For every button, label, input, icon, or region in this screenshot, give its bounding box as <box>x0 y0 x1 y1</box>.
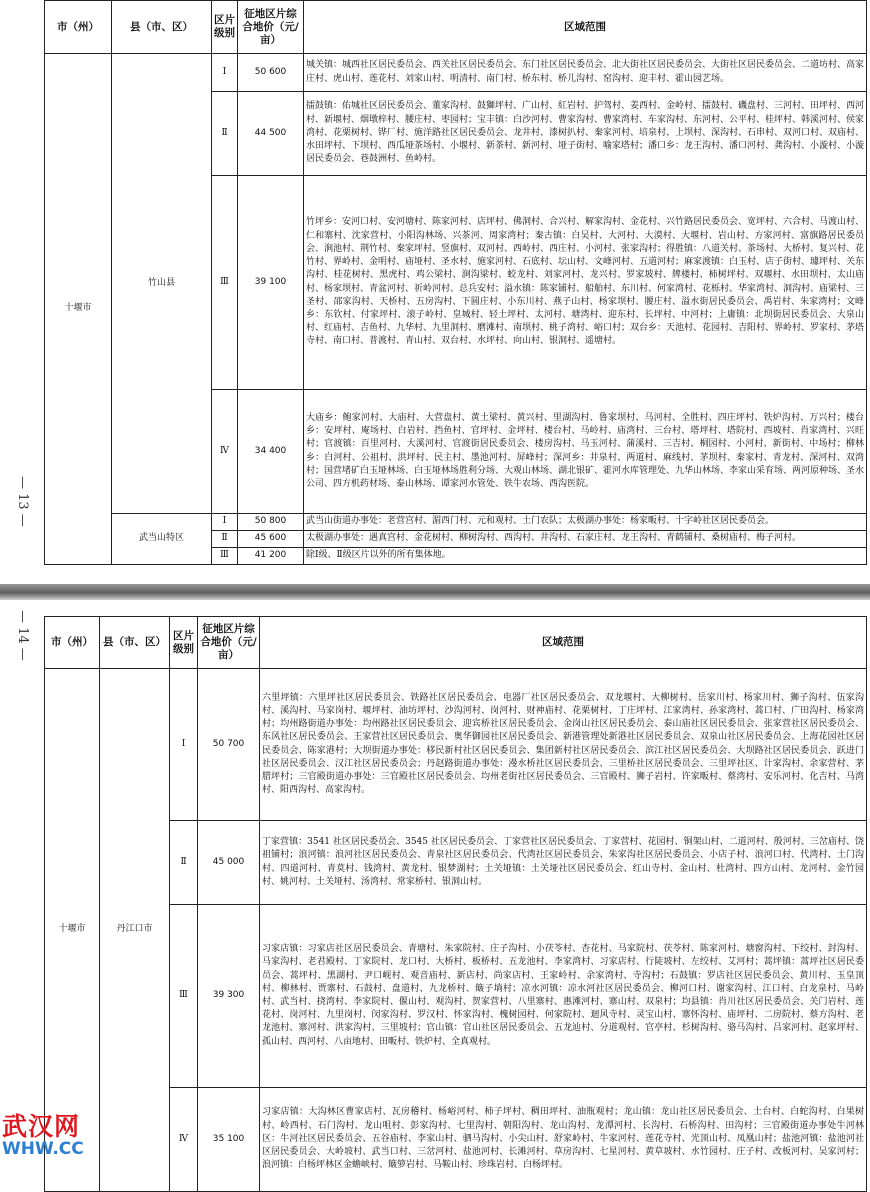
price-cell: 50 800 <box>238 514 304 531</box>
header-county: 县（市、区） <box>100 617 170 669</box>
header-level: 区片级别 <box>170 617 198 669</box>
city-cell: 十堰市 <box>45 54 112 565</box>
page-number-14: — 14 — <box>15 610 30 661</box>
price-cell: 34 400 <box>238 390 304 514</box>
header-area: 区域范围 <box>260 617 867 669</box>
page-14 <box>0 600 870 1171</box>
header-price: 征地区片综合地价（元/亩） <box>198 617 260 669</box>
area-cell: 丁家营镇：3541 社区居民委员会、3545 社区居民委员会、丁家营社区居民委员会、丁家营村、花园村、铜架山村、二道河村、殷河村、三岔庙村、饶祖铺村；浪河镇：浪河社区居民委员会、青泉社区居民委员会、代湾社区居民委员会、朱家沟社区居民委员会、小店子村、浪河口村、代湾村、土门沟村、四道河村、青莫村、钱湾村、黄龙村、银梦湖村；土关垭镇：土关垭社区居民委员会、红山寺村、金山村、杜湾村、四方山村、龙河村、金竹园村、姚河村、土关垭村、汤湾村、常家桥村、银洞山村。 <box>260 821 867 905</box>
city-cell: 十堰市 <box>45 669 100 1192</box>
level-cell: Ⅳ <box>212 390 238 514</box>
county-cell-wudangshan: 武当山特区 <box>112 514 212 565</box>
area-cell: 习家店镇：习家店社区居民委员会、青塘村、朱家院村、庄子沟村、小茯苓村、杏花村、马家院村、茯苓村、陈家河村、塘窗沟村、下绞村、封沟村、马家沟村、老君殿村、丁家院村、龙口村、大桥村、板桥村、五龙池村、李家湾村、习家店村、行陡坡村、左绞村、艾河村；蒿坪镇：蒿坪社区居民委员会、蒿坪村、黑湖村、尹口岘村、观音庙村、新店村、尚家店村、王家岭村、余家湾村、寺沟村；石鼓镇：罗店社区居民委员会、黄川村、玉皇顶村、柳林村、贾寨村、石鼓村、盘道村、九龙桥村、簸子埫村；凉水河镇：凉水河社区居民委员会、柳河口村、谢家沟村、江口村、白龙泉村、马岭村、武当村、挠湾村、李家院村、偃山村、观沟村、贺家营村、八里寨村、惠滩河村、寨山村、双泉村；均县镇：肖川社区居民委员会、关门岩村、莲花村、岗河村、九里岗村、闵家沟村、罗汉村、怀家沟村、槐树园村、何家院村、迴风寺村、灵宝山村、寨怀沟村、庙坪村、二房院村、蔡方沟村、老龙池村、寨河村、洪家沟村、三里坡村；官山镇：官山社区居民委员会、五龙辿村、分道观村、官亭村、杉树沟村、骆马沟村、吕家河村、赵家坪村、孤山村、西河村、八亩地村、田畈村、铁炉村、全真观村。 <box>260 905 867 1088</box>
price-cell: 45 000 <box>198 821 260 905</box>
level-cell: Ⅲ <box>212 176 238 390</box>
watermark-cn: 武汉网 <box>2 1112 81 1141</box>
header-city: 市（州） <box>45 1 112 54</box>
price-cell: 44 500 <box>238 92 304 176</box>
table-row <box>45 54 867 92</box>
area-cell: 习家店镇：大沟林区曹家店村、瓦房稽村、杨峪河村、柿子坪村、稠田坪村、油瓶观村；龙山镇：龙山社区居民委员会、土台村、白蛇沟村、白果树村、岭西村、石门沟村、龙山咀村、彭家沟村、七里沟村、朝阳沟村、龙山沟村、龙潭河村、长沟村、石桥沟村、田沟村；三官殿街道办事处牛河林区：牛河社区居民委员会、五谷庙村、李家山村、驷马沟村、小尖山村、舒家岭村、牛家河村、莲花寺村、光顶山村、凤凰山村；盐池河镇：盐池河社区居民委员会、大岭坡村、武当口村、三岔河村、盐池河村、长滩河村、草房沟村、七星河村、黄草坡村、水竹园村、庄子村、改板河村、吴家河村；浪河镇：白杨坪林区金蟾峡村、簸箩岩村、马鞍山村、珍珠岩村、白杨坪村。 <box>260 1088 867 1192</box>
table-header-row <box>45 617 867 669</box>
level-cell: Ⅱ <box>170 821 198 905</box>
table-row <box>45 514 867 531</box>
area-cell: 竹坪乡：安河口村、安河塘村、陈家河村、店坪村、佛洞村、合兴村、解家沟村、金花村、兴竹路居民委员会、宽坪村、六合村、马渡山村、仁和寨村、沈家营村、小阳沟林场、兴茶河、周家湾村；秦古镇：白吴村、大河村、大漠村、大堰村、岩山村、方家河村、富旗路居民委员会、涧池村、荆竹村、秦家坪村、竖旗村、双河村、西岭村、西庄村、小河村、张家沟村；得胜镇：八道关村、茶场村、大桥村、复兴村、花竹村、界岭村、金明村、庙垭村、圣水村、施家河村、石底村、坛山村、文峰河村、五道河村；麻家渡镇：白玉村、店子街村、璩坪村、关东沟村、桂花树村、黑虎村、鸡公梁村、涧沟梁村、蛟龙村、刘家河村、龙兴村、罗家坡村、牌楼村、柿树坪村、双堰村、水田坝村、太山庙村、杨家坝村、青盆河村、祈岭河村、总兵安村；溢水镇：陈家铺村、船舶村、东川村、何家湾村、花栎村、华家湾村、洞沟村、庙梁村、三圣村、邵家沟村、天桥村、五房沟村、下圆庄村、小东川村、燕子山村、杨家坝村、腰庄村、溢水街居民委员会、禹岩村、朱家湾村；文峰乡：东钦村、付家坪村、滚子岭村、皇城村、轻土坪村、太河村、塘湾村、迎东村、长坪村、中河村；上庸镇：北坝街居民委员会、大泉山村、红庙村、吉鱼村、九华村、九里洞村、磨滩村、南坝村、桃子湾村、峪口村；双台乡：天池村、花园村、吉阳村、界岭村、罗家村、茅塔寺村、南口村、普渡村、青山村、双台村、水坪村、向山村、银洞村、遥塘村。 <box>304 176 867 390</box>
site-watermark <box>2 1114 112 1158</box>
area-cell: 大庙乡：鲍家河村、大庙村、大营盘村、黄土梁村、黄兴村、里湖沟村、鲁家坝村、马河村、全胜村、四庄坪村、铁炉沟村、万兴村；楼台乡：安坪村、庵场村、白岩村、挡鱼村、官坪村、金坪村、楼台村、马岭村、庙湾村、三台村、塔坪村、塔院村、西坡村、肖家湾村、兴旺村；官渡镇：百里河村、大溪河村、官渡街居民委员会、楼房沟村、马玉河村、蒲溪村、三吉村、桐园村、小河村、新街村、中场村；柳林乡：白河村、公祖村、洪坪村、民主村、墨池河村、屏峰村；深河乡：井泉村、两道村、麻线村、茅坝村、秦家村、青龙村、深河村、双湾村；国营堵矿白玉垭林场、白玉垭林场胜利分场、大观山林场、湖北银矿、霍河水库管理处、九华山林场、李家山采育场、两河原种场、圣水公司、四方机药材场、泰山林场、谭家河水管处、铁牛农场、西沟医院。 <box>304 390 867 514</box>
level-cell: Ⅰ <box>212 514 238 531</box>
table-row <box>45 669 867 821</box>
price-cell: 35 100 <box>198 1088 260 1192</box>
level-cell: Ⅲ <box>212 548 238 565</box>
area-cell: 太极湖办事处：遇真宫村、金花树村、柳树沟村、西沟村、井沟村、石家庄村、龙王沟村、青鹤铺村、桑树庙村、梅子河村。 <box>304 531 867 548</box>
price-cell: 45 600 <box>238 531 304 548</box>
header-county: 县（市、区） <box>112 1 212 54</box>
header-city: 市（州） <box>45 617 100 669</box>
header-price: 征地区片综合地价（元/亩） <box>238 1 304 54</box>
watermark-en: WHW.CC <box>2 1139 84 1159</box>
page-13 <box>0 0 870 584</box>
land-price-table-page14 <box>44 616 867 1192</box>
area-cell: 擂鼓镇：佑城社区居民委员会、董家沟村、鼓獅坪村、广山村、紅岩村、护驾村、姜西村、金岭村、擂鼓村、磯盘村、三河村、田坪村、西河村、新堰村、烟墩梓村、腰庄村、枣园村；宝丰镇：白沙河村、曹家沟村、曹家湾村、车家沟村、东河村、公平村、桂坪村、韩溪河村、侯家湾村、花栗树村、铧厂村、施洋路社区居民委员会、龙井村、漆树扒村、秦家河村、培泉村、上坝村、深沟村、石串村、双河口村、双庙村、水田坪村、下坝村、西瓜垭茶场村、小堰村、新茶村、新河村、垭子街村、喻家塔村；潘口乡：龙王沟村、潘口河村、龚沟村、小漩村、小漩居民委员会、巷鼓洲村、鱼岭村。 <box>304 92 867 176</box>
price-cell: 39 300 <box>198 905 260 1088</box>
price-cell: 50 700 <box>198 669 260 821</box>
county-cell-danjiangkou: 丹江口市 <box>100 669 170 1192</box>
header-area: 区域范围 <box>304 1 867 54</box>
level-cell: Ⅰ <box>212 54 238 92</box>
price-cell: 41 200 <box>238 548 304 565</box>
area-cell: 武当山街道办事处：老营宫村、湄西门村、元和观村、土门农队；太极湖办事处：杨家畈村、十字岭社区居民委员会。 <box>304 514 867 531</box>
level-cell: Ⅱ <box>212 531 238 548</box>
level-cell: Ⅳ <box>170 1088 198 1192</box>
page-gutter <box>0 584 870 600</box>
county-cell-zhushan: 竹山县 <box>112 54 212 514</box>
area-cell: 城关镇：城西社区居民委员会、西关社区居民委员会、东门社区居民委员会、北大街社区居民委员会、大街社区居民委员会、二道坊村、高家庄村、虎山村、莲花村、刘家山村、明清村、南门村、桥东村、桥儿沟村、窑沟村、迎丰村、霍山园艺场。 <box>304 54 867 92</box>
level-cell: Ⅰ <box>170 669 198 821</box>
price-cell: 50 600 <box>238 54 304 92</box>
level-cell: Ⅱ <box>212 92 238 176</box>
page-number-13: — 13 — <box>15 476 30 527</box>
header-level: 区片级别 <box>212 1 238 54</box>
area-cell: 六里坪镇：六里坪社区居民委员会、铁路社区居民委员会、电器厂社区居民委员会、双龙堰村、大柳树村、岳家川村、杨家川村、狮子沟村、伍家沟村、溪沟村、马家岗村、堰坪村、油坊坪村、沙沟河村、岗河村、财神庙村、花栗树村、丁庄坪村、江家湾村、孙家湾村、蒿口村、广田沟村、杨家湾村；均州路街道办事处：均州路社区居民委员会、迎宾桥社区居民委员会、金岗山社区居民委员会、泰山庙社区居民委员会、张家营社区居民委员会、东风社区居民委员会、王家营社区居民委员会、奥华御园社区居民委员会、新港管理处新港社区居民委员会、双泉山社区居民委员会、上海花园社区居民委员会、陈家港村；大坝街道办事处：移民新村社区居民委员会、集团新村社区居民委员会、滨江社区居民委员会、大坝路社区居民委员会、跃进门社区居民委员会、汉江社区居民委员会；丹赵路街道办事处：漫水桥社区居民委员会、三里桥社区居民委员会、三里坪社区、计家沟村、余家营村、茅腊坪村；三官殿街道办事处：三官殿社区居民委员会、均州老街社区居民委员会、三官殿村、狮子岩村、许家畈村、蔡湾村、安乐河村、化吉村、马湾村、阳西沟村、高家沟村。 <box>260 669 867 821</box>
land-price-table-page13 <box>44 0 867 565</box>
table-header-row <box>45 1 867 54</box>
area-cell: 除Ⅰ级、Ⅱ级区片以外的所有集体地。 <box>304 548 867 565</box>
level-cell: Ⅲ <box>170 905 198 1088</box>
price-cell: 39 100 <box>238 176 304 390</box>
